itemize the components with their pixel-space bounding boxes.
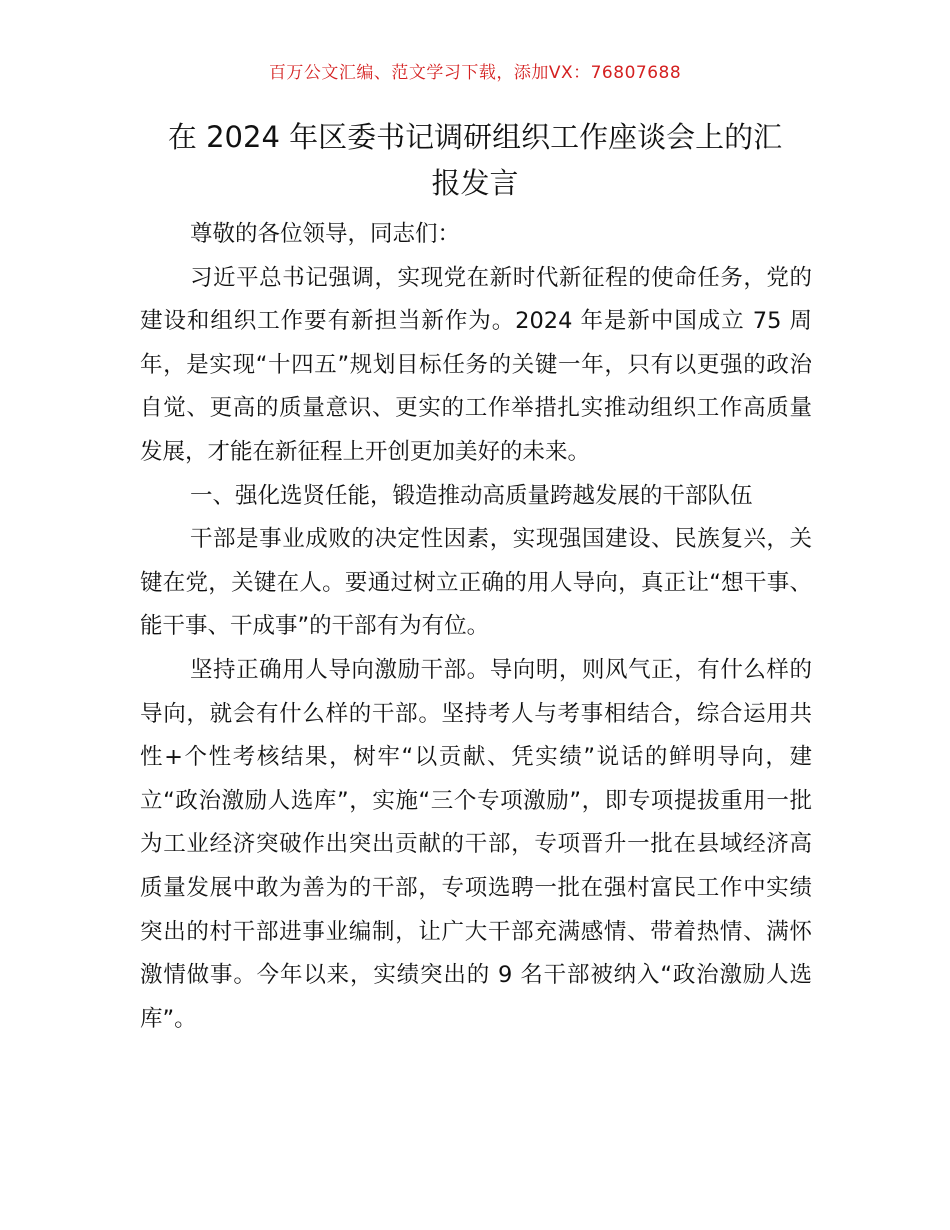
document-title <box>140 114 810 206</box>
watermark-header: 百万公文汇编、范文学习下载，添加VX：76807688 <box>268 63 682 83</box>
paragraph-incentives: 坚持正确用人导向激励干部。导向明，则风气正，有什么样的导向，就会有什么样的干部。坚持考人与考事相结合，综合运用共性+个性考核结果，树牢“以贡献、凭实绩”说话的鲜明导向，建立“政治激励人选库”，实施“三个专项激励”，即专项提拔重用一批为工业经济突破作出突出贡献的干部，专项晋升一批在县域经济高质量发展中敢为善为的干部，专项选聘一批在强村富民工作中实绩突出的村干部进事业编制，让广大干部充满感情、带着热情、满怀激情做事。今年以来，实绩突出的 9 名干部被纳入“政治激励人选库”。 <box>140 656 812 1032</box>
title-line-2: 报发言 <box>431 166 519 200</box>
paragraph-intro: 习近平总书记强调，实现党在新时代新征程的使命任务，党的建设和组织工作要有新担当新作为。2024 年是新中国成立 75 周年，是实现“十四五”规划目标任务的关键一年，只有以更强的政治自觉、更高的质量意识、更实的工作举措扎实推动组织工作高质量发展，才能在新征程上开创更加美好的未来。 <box>140 264 812 465</box>
document-body <box>140 213 812 1041</box>
section-heading-1: 一、强化选贤任能，锻造推动高质量跨越发展的干部队伍 <box>190 482 753 509</box>
title-line-1: 在 2024 年区委书记调研组织工作座谈会上的汇 <box>167 120 783 154</box>
salutation: 尊敬的各位领导，同志们： <box>190 221 461 247</box>
paragraph-cadres: 干部是事业成败的决定性因素，实现强国建设、民族复兴，关键在党，关键在人。要通过树立正确的用人导向，真正让“想干事、能干事、干成事”的干部有为有位。 <box>140 526 812 640</box>
